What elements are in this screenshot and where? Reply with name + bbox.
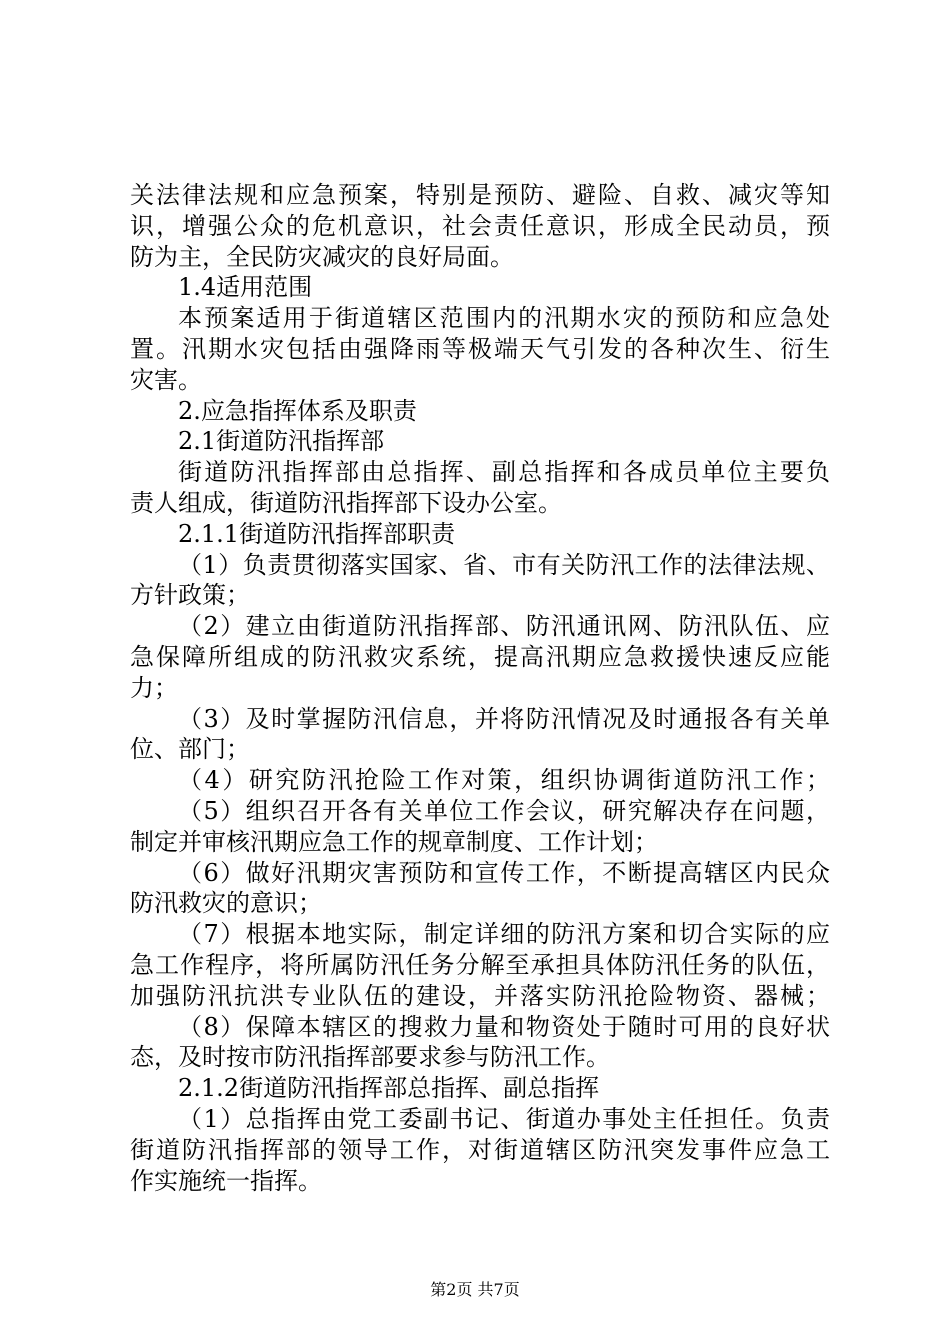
text-line: 加强防汛抗洪专业队伍的建设，并落实防汛抢险物资、器械；	[130, 981, 830, 1010]
document-body	[130, 180, 830, 1196]
text-line: 置。汛期水灾包括由强降雨等极端天气引发的各种次生、衍生	[130, 334, 830, 363]
text-line: 关法律法规和应急预案，特别是预防、避险、自救、减灾等知	[130, 181, 830, 209]
text-line: 方针政策；	[130, 581, 250, 610]
text-line: 防汛救灾的意识；	[130, 889, 322, 918]
text-line: （5）组织召开各有关单位工作会议，研究解决存在问题，	[178, 796, 830, 825]
text-line: （1）负责贯彻落实国家、省、市有关防汛工作的法律法规、	[178, 550, 830, 579]
text-line: （8）保障本辖区的搜救力量和物资处于随时可用的良好状	[178, 1012, 830, 1041]
text-line: 灾害。	[130, 365, 202, 394]
text-line: 2.1街道防汛指挥部	[178, 427, 385, 456]
text-line: 街道防汛指挥部的领导工作，对街道辖区防汛突发事件应急工	[130, 1135, 830, 1164]
text-line: 2.应急指挥体系及职责	[178, 396, 417, 425]
text-line: 街道防汛指挥部由总指挥、副总指挥和各成员单位主要负	[178, 458, 830, 487]
text-line: 态，及时按市防汛指挥部要求参与防汛工作。	[130, 1043, 610, 1072]
text-line: 制定并审核汛期应急工作的规章制度、工作计划；	[130, 827, 658, 856]
text-line: （7）根据本地实际，制定详细的防汛方案和切合实际的应	[178, 920, 830, 949]
text-line: 位、部门；	[130, 735, 250, 764]
text-line: 责人组成，街道防汛指挥部下设办公室。	[130, 488, 562, 517]
page-footer: 第2页 共7页	[430, 1280, 520, 1299]
text-line: 防为主，全民防灾减灾的良好局面。	[130, 242, 514, 271]
text-line: （1）总指挥由党工委副书记、街道办事处主任担任。负责	[178, 1104, 830, 1133]
text-line: 2.1.1街道防汛指挥部职责	[178, 519, 456, 548]
text-line: 1.4适用范围	[178, 273, 313, 302]
text-line: （4）研究防汛抢险工作对策，组织协调街道防汛工作；	[178, 766, 830, 795]
text-line: （6）做好汛期灾害预防和宣传工作，不断提高辖区内民众	[178, 858, 830, 887]
text-line: （2）建立由街道防汛指挥部、防汛通讯网、防汛队伍、应	[178, 612, 830, 641]
text-line: 作实施统一指挥。	[130, 1166, 322, 1195]
text-line: 2.1.2街道防汛指挥部总指挥、副总指挥	[178, 1074, 600, 1103]
text-line: （3）及时掌握防汛信息，并将防汛情况及时通报各有关单	[178, 704, 830, 733]
text-line: 急工作程序，将所属防汛任务分解至承担具体防汛任务的队伍，	[130, 950, 830, 979]
text-line: 急保障所组成的防汛救灾系统，提高汛期应急救援快速反应能	[130, 642, 830, 671]
text-line: 本预案适用于街道辖区范围内的汛期水灾的预防和应急处	[178, 304, 830, 333]
text-line: 识，增强公众的危机意识，社会责任意识，形成全民动员，预	[130, 211, 830, 240]
text-line: 力；	[130, 673, 178, 702]
